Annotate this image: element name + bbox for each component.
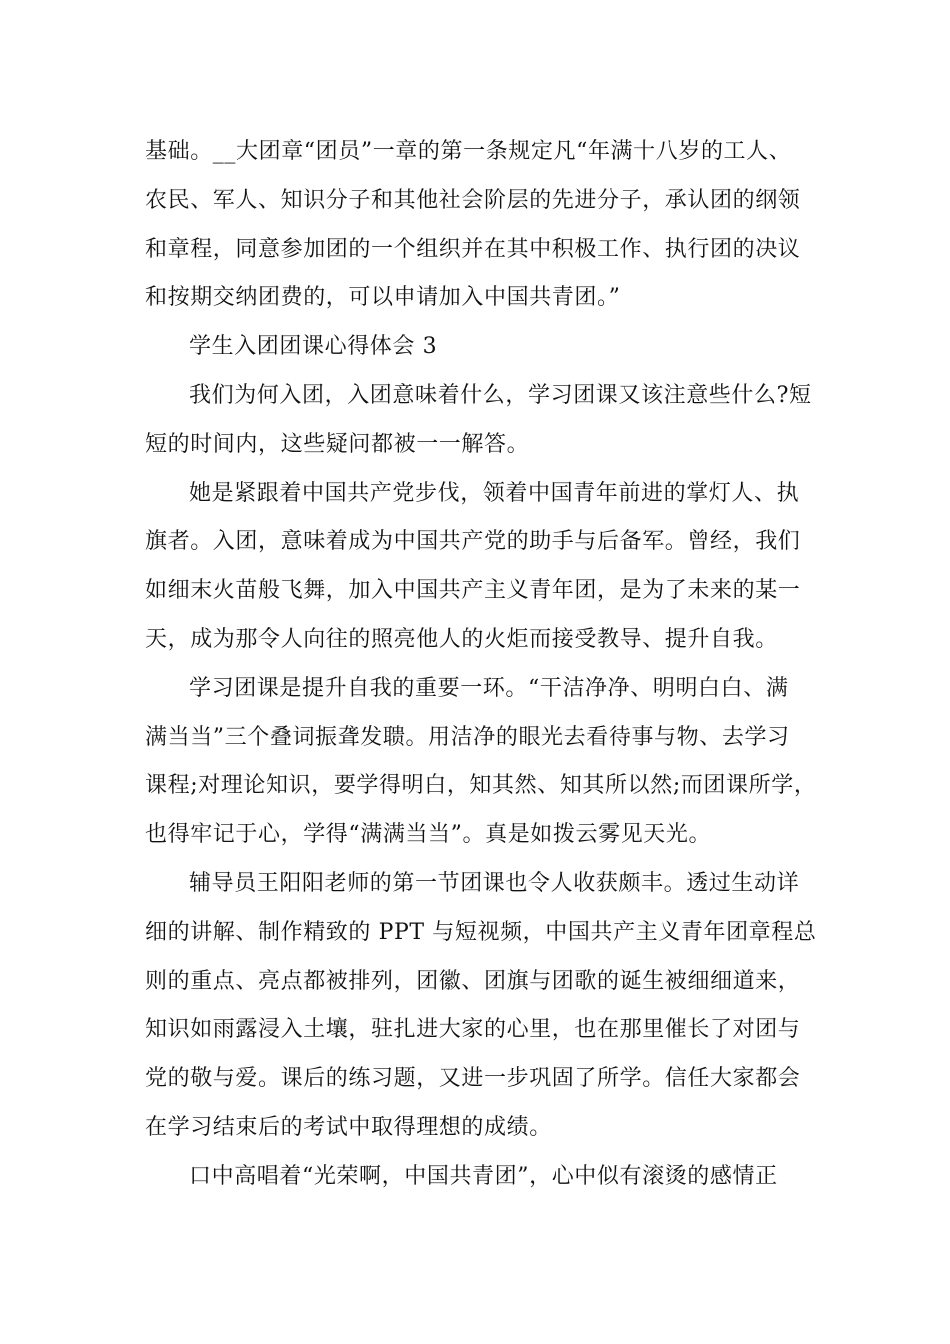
text-line: 口中高唱着“光荣啊，中国共青团”，心中似有滚烫的感情正: [189, 1163, 778, 1189]
document-body: [145, 128, 817, 1202]
text-line: 则的重点、亮点都被排列，团徽、团旗与团歌的诞生被细细道来，: [145, 968, 801, 994]
text-line: 在学习结束后的考试中取得理想的成绩。: [145, 1114, 552, 1140]
paragraph: [145, 470, 807, 665]
heading-text: 学生入团团课心得体会 3: [189, 334, 438, 360]
text-line: 短的时间内，这些疑问都被一一解答。: [145, 431, 530, 457]
text-line: 学习团课是提升自我的重要一环。“干洁净净、明明白白、满: [189, 675, 789, 701]
paragraph: [145, 665, 817, 860]
text-line: 辅导员王阳阳老师的第一节团课也令人收获颇丰。透过生动详: [189, 870, 800, 896]
text-line: 和按期交纳团费的，可以申请加入中国共青团。”: [145, 285, 621, 311]
text-line: 和章程，同意参加团的一个组织并在其中积极工作、执行团的决议: [145, 236, 801, 262]
text-line: 课程;对理论知识，要学得明白，知其然、知其所以然;而团课所学，: [145, 773, 817, 799]
text-line: 天，成为那令人向往的照亮他人的火炬而接受教导、提升自我。: [145, 626, 778, 652]
text-line: 旗者。入团，意味着成为中国共产党的助手与后备军。曾经，我们: [145, 529, 801, 555]
paragraph: [145, 1153, 807, 1202]
text-line: 知识如雨露浸入土壤，驻扎进大家的心里，也在那里催长了对团与: [145, 1017, 801, 1043]
text-line: 细的讲解、制作精致的 PPT 与短视频，中国共产主义青年团章程总: [145, 919, 817, 945]
text-line: 基础。__大团章“团员”一章的第一条规定凡“年满十八岁的工人、: [145, 139, 792, 164]
paragraph: [145, 372, 812, 470]
text-line: 农民、军人、知识分子和其他社会阶层的先进分子，承认团的纲领: [145, 187, 801, 213]
section-heading: [145, 323, 807, 372]
text-line: 她是紧跟着中国共产党步伐，领着中国青年前进的掌灯人、执: [189, 480, 800, 506]
text-line: 如细末火苗般飞舞，加入中国共产主义青年团，是为了未来的某一: [145, 578, 801, 604]
paragraph: [145, 860, 817, 1153]
text-line: 我们为何入团，入团意味着什么，学习团课又该注意些什么?短: [189, 382, 812, 408]
text-line: 满当当”三个叠词振聋发聩。用洁净的眼光去看待事与物、去学习: [145, 724, 790, 750]
paragraph-continuation: [145, 128, 807, 323]
text-line: 也得牢记于心，学得“满满当当”。真是如拨云雾见天光。: [145, 822, 712, 848]
text-line: 党的敬与爱。课后的练习题，又进一步巩固了所学。信任大家都会: [145, 1066, 801, 1092]
